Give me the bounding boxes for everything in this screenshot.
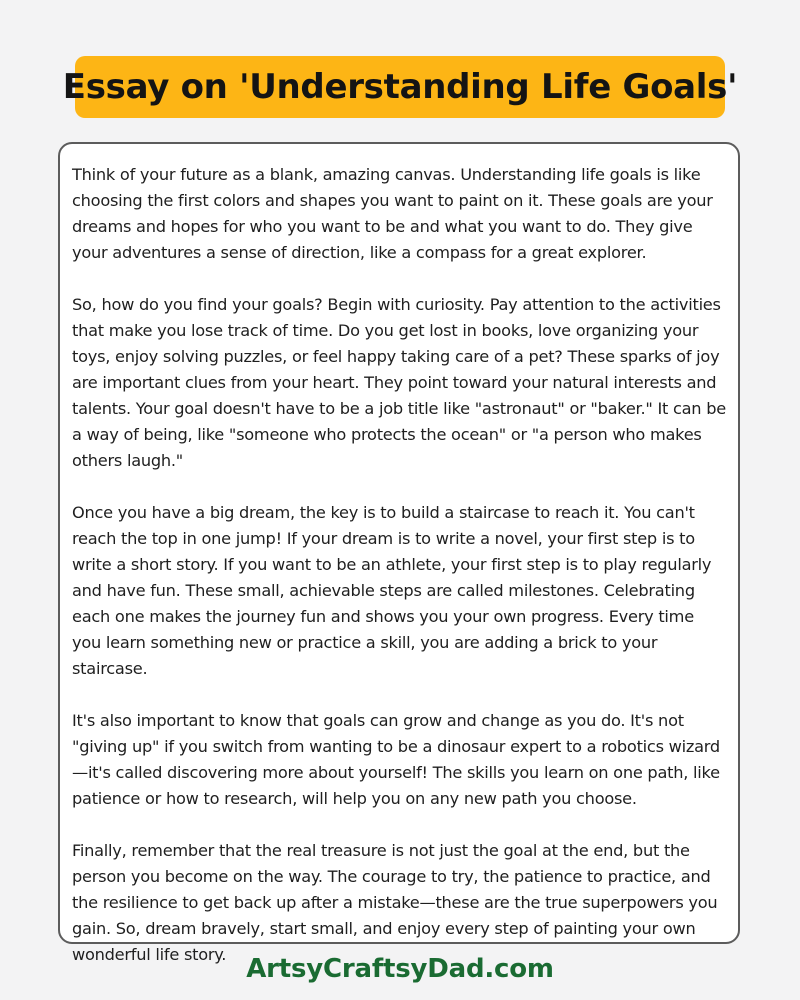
essay-paragraph-2: So, how do you find your goals? Begin with curiosity. Pay attention to the activities that make you lose track of time. Do you get lost in books, love organizing your toys, enjoy solving puzzles, or feel happy taking care of a pet? These sparks of joy are important clues from your heart. They point toward your natural interests and talents. Your goal doesn't have to be a job title like "astronaut" or "baker." It can be a way of being, like "someone who protects the ocean" or "a person who makes others laugh." <box>72 295 726 470</box>
essay-paragraph-1: Think of your future as a blank, amazing canvas. Understanding life goals is like choosing the first colors and shapes you want to paint on it. These goals are your dreams and hopes for who you want to be and what you want to do. They give your adventures a sense of direction, like a compass for a great explorer. <box>72 165 713 262</box>
essay-paragraph-5: Finally, remember that the real treasure is not just the goal at the end, but the person you become on the way. The courage to try, the patience to practice, and the resilience to get back up after a mistake—these are the true superpowers you gain. So, dream bravely, start small, and enjoy every step of painting your own wonderful life story. <box>72 841 718 964</box>
title-banner <box>62 56 738 118</box>
essay-paragraph-4: It's also important to know that goals can grow and change as you do. It's not "giving up" if you switch from wanting to be a dinosaur expert to a robotics wizard—it's called discovering more about yourself! The skills you learn on one path, like patience or how to research, will help you on any new path you choose. <box>72 711 720 808</box>
footer-brand-link[interactable]: ArtsyCraftsyDad.com <box>246 954 554 984</box>
essay-paragraph-3: Once you have a big dream, the key is to build a staircase to reach it. You can't reach the top in one jump! If your dream is to write a novel, your first step is to write a short story. If you want to be an athlete, your first step is to play regularly and have fun. These small, achievable steps are called milestones. Celebrating each one makes the journey fun and shows you your own progress. Every time you learn something new or practice a skill, you are adding a brick to your staircase. <box>72 503 712 678</box>
page-title: Essay on 'Understanding Life Goals' <box>62 67 738 107</box>
essay-box <box>58 142 740 964</box>
